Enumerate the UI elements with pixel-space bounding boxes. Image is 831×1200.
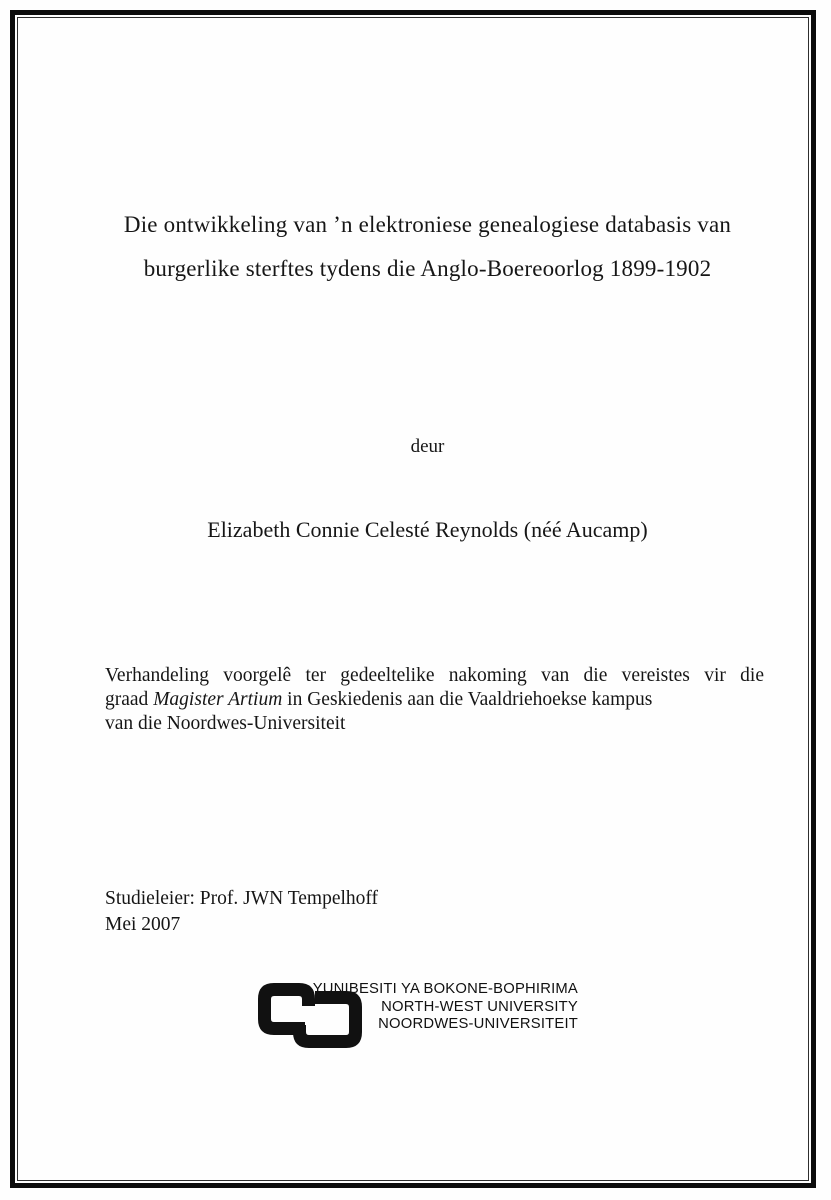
logo-text-line3: NOORDWES-UNIVERSITEIT — [378, 1016, 578, 1033]
supervisor-and-date — [105, 886, 378, 938]
university-logo — [258, 977, 580, 1057]
degree-statement — [105, 664, 764, 736]
byline-deur: deur — [410, 436, 445, 457]
author-name: Elizabeth Connie Celesté Reynolds (néé Aucamp) — [207, 517, 648, 542]
logo-text-line2: NORTH-WEST UNIVERSITY — [381, 998, 578, 1015]
thesis-title — [40, 203, 815, 291]
degree-name-italic: Magister Artium — [153, 689, 283, 710]
degree-statement-line1: Verhandeling voorgelê ter gedeeltelike nakoming van die vereistes vir die — [105, 665, 764, 686]
thesis-title-line2: burgerlike sterftes tydens die Anglo-Boereoorlog 1899-1902 — [143, 256, 712, 281]
thesis-title-line1: Die ontwikkeling van ’n elektroniese genealogiese databasis van — [123, 212, 732, 237]
degree-statement-line2 — [105, 688, 764, 712]
supervisor-line: Studieleier: Prof. JWN Tempelhoff — [105, 888, 379, 909]
date-line: Mei 2007 — [105, 914, 181, 935]
university-logo-text — [313, 981, 578, 1034]
logo-text-line1: YUNIBESITI YA BOKONE-BOPHIRIMA — [312, 981, 578, 997]
degree-statement-line3: van die Noordwes-Universiteit — [105, 713, 346, 734]
degree-statement-line2-pre: graad — [105, 689, 154, 710]
degree-statement-line2-post: in Geskiedenis aan die Vaaldriehoekse kampus — [282, 689, 653, 710]
